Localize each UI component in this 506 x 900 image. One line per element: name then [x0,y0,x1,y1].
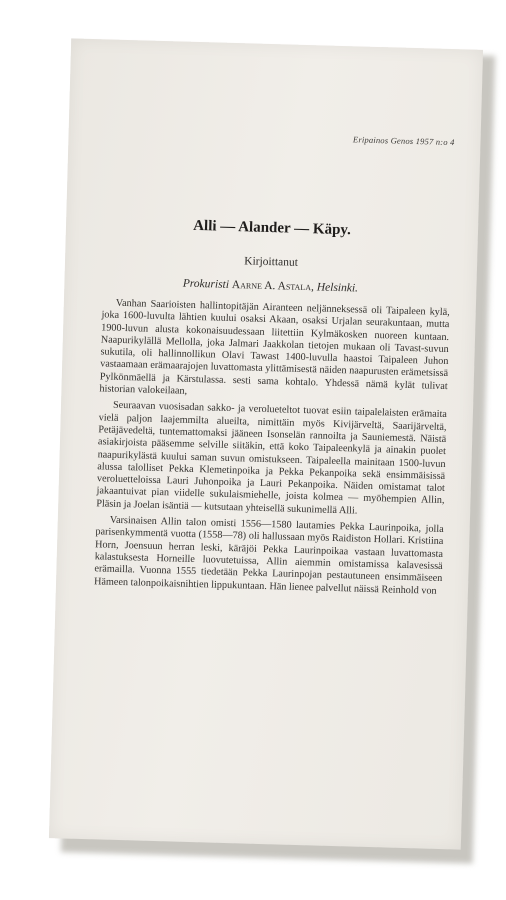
author-title: Prokuristi [182,277,230,291]
article-title: Alli — Alander — Käpy. [192,217,352,239]
paragraph: Varsinaisen Allin talon omisti 1556—1580 lautamies Pekka Laurinpoika, jolla parisenkymmentä vuotta (1558—78) oli hallussaan myös Raidiston Hollari. Kristiina Horn, Joensuun herran leski, käräjöi Pekka Laurinpoikaa vastaan luvattomasta kalastuksesta Horneille luovutetuissa, Allin aiemmin omistamissa kalavesissä erämailla. Vuonna 1555 tiedetään Pekka Laurinpojan pestautuneen ensimmäiseen Hämeen talonpoikaisnihtien lippukuntaan. Hän lienee palvellut näissä Reinhold von [93,514,444,597]
paragraph: Seuraavan vuosisadan sakko- ja verolueteltot tuovat esiin taipalelaisten erämaita vielä paljon laajemmilta alueilta, nimittäin myös Kivijärveltä, Saarijärveltä, Petäjävedeltä, tuntemattomaksi jääneen Isonselän rannoilta ja Sauniemestä. Näistä asiakirjoista pääsemme selville siitäkin, että koko Taipaleenkylä ja ainakin puolet naapurikylästä kuului saman suvun omistukseen. Taipaleella mainitaan 1500-luvun alussa talolliset Pekka Klemetinpoika ja Pekka Pekanpoika sekä ensimmäisissä veroluetteloissa Lauri Juhonpoika ja Lauri Pekanpoika. Näiden omistamat talot jakaantuivat pian viidelle sukulaismiehelle, joista kolmea — myöhempien Allin, Pläsin ja Joelan isäntiä — kutsutaan yhteisellä sukunimellä Alli. [96,400,448,517]
byline-label: Kirjoittanut [244,255,299,269]
article-body [94,297,450,601]
paragraph: Vanhan Saarioisten hallintopitäjän Airanteen neljänneksessä oli Taipaleen kylä, joka 1600-luvulta lähtien kuului osaksi Akaan, osaksi Urjalan seurakuntaan, mutta 1900-luvun alusta kokonaisuudessaan liitettiin Kylmäkosken nuoreen kuntaan. Naapurikylällä Mellolla, joka Jalmari Jaakkolan tietojen mukaan oli Tavast-suvun sukutila, oli hallinnollikun Olavi Tawast 1400-luvulla haastoi Taipaleen Juhon vastaamaan erämaarajojen luvattomasta ylittämisestä näiden naapurusten erämetsissä Pylkönmäellä ja Kärstulassa. sesti sama kohtalo. Yhdessä nämä kylät tulivat historian valokeilaan, [99,297,450,397]
author-name: Aarne A. Astala, [231,278,315,294]
author-place: Helsinki. [316,281,359,295]
reprint-note: Eripainos Genos 1957 n:o 4 [352,134,455,148]
document-page [49,38,483,849]
author-line [64,274,476,297]
